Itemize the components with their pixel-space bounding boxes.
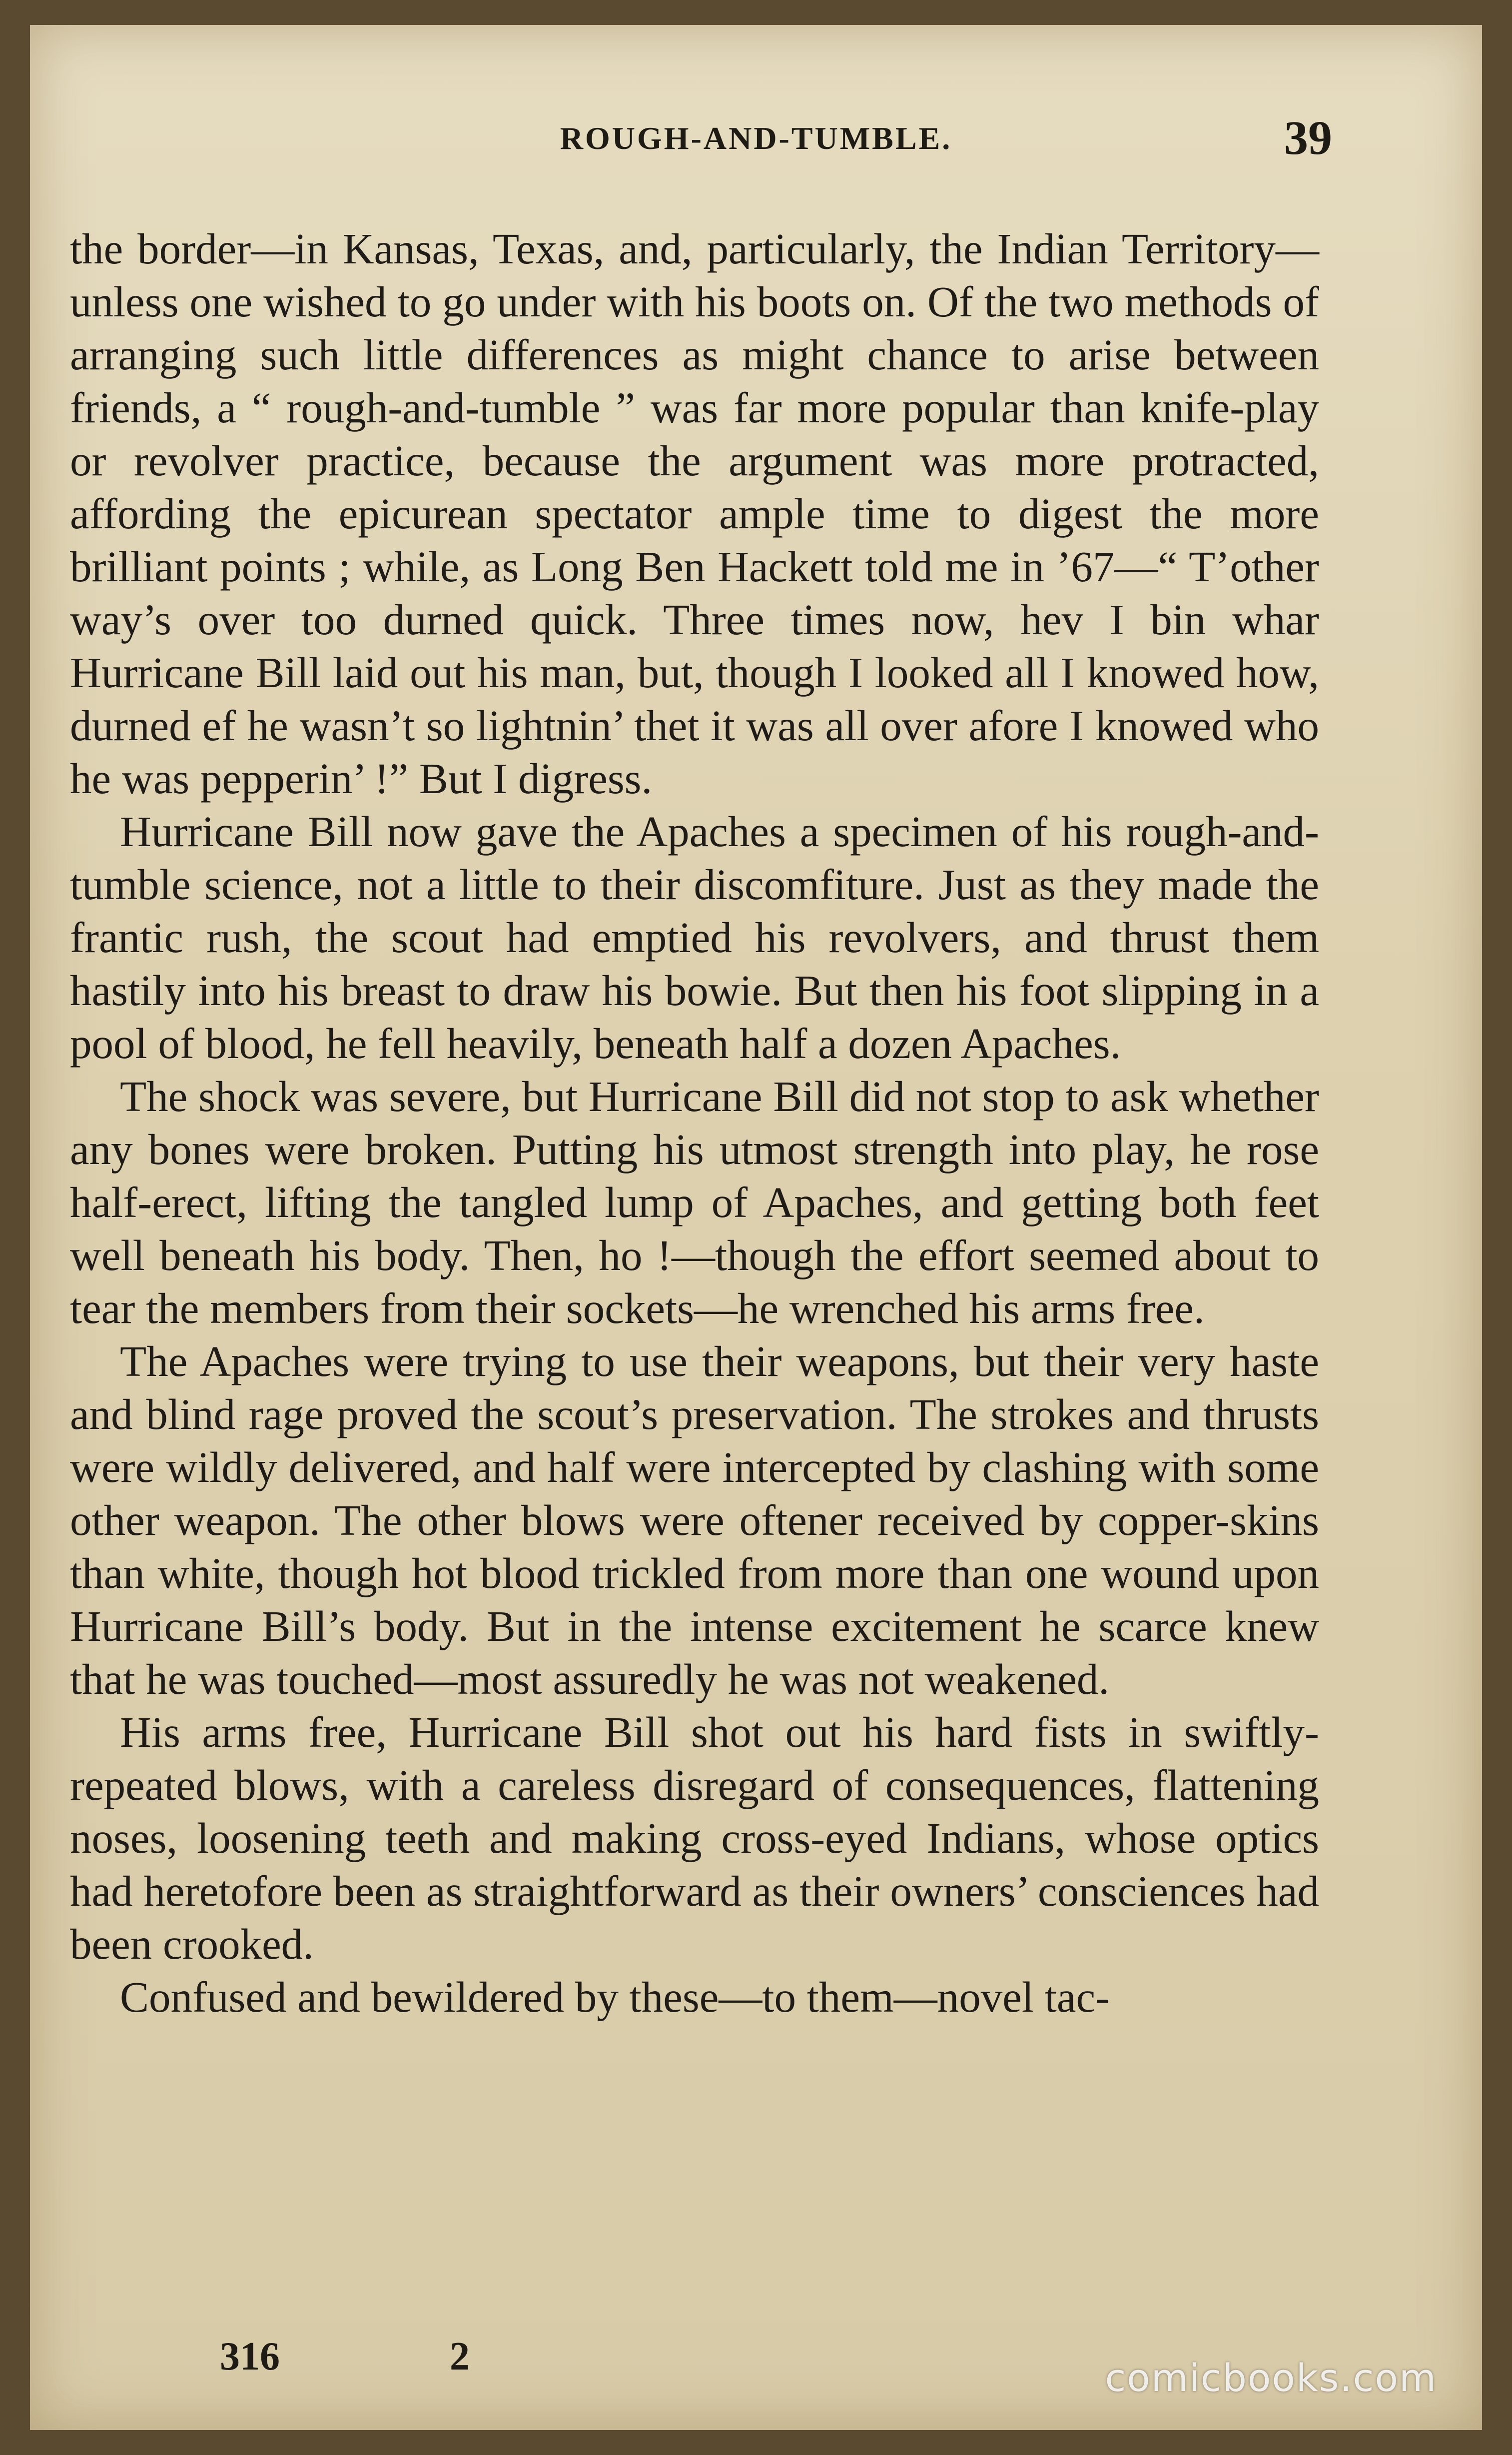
paragraph: His arms free, Hurricane Bill shot out his hard fists in swiftly-repeated blows, with a careless disregard of consequences, flattening noses, loosening teeth and making cross-eyed Indians, whose optics had heretofore been as straightforward as their owners’ consciences had been crooked. <box>70 1708 1319 1968</box>
running-title: ROUGH-AND-TUMBLE. <box>560 120 952 156</box>
book-page <box>30 25 1482 2430</box>
signature-mark: 2 <box>450 2335 470 2379</box>
paragraph: The Apaches were trying to use their weapons, but their very haste and blind rage proved the scout’s preservation. The strokes and thrusts were wildly delivered, and half were intercepted by clashing with some other weapon. The other blows were oftener received by copper-skins than white, though hot blood trickled from more than one wound upon Hurricane Bill’s body. But in the intense excitement he scarce knew that he was touched—most assuredly he was not weakened. <box>70 1337 1319 1703</box>
paragraph: Hurricane Bill now gave the Apaches a specimen of his rough-and-tumble science, not a little to their discomfiture. Just as they made the frantic rush, the scout had emptied his revolvers, and thrust them hastily into his breast to draw his bowie. But then his foot slipping in a pool of blood, he fell heavily, beneath half a dozen Apaches. <box>70 807 1319 1068</box>
page-header <box>30 110 1482 170</box>
signature-number: 316 <box>220 2335 280 2379</box>
paragraph: The shock was severe, but Hurricane Bill did not stop to ask whether any bones were broken. Putting his utmost strength into play, he rose half-erect, lifting the tangled lump of Apaches, and getting both feet well beneath his body. Then, ho !—though the effort seemed about to tear the members from their sockets—he wrenched his arms free. <box>70 1072 1319 1332</box>
page-number: 39 <box>1284 111 1332 164</box>
watermark: comicbooks.com <box>1105 2356 1437 2400</box>
body-text <box>70 222 1319 2024</box>
paragraph: Confused and bewildered by these—to them—novel tac- <box>120 1973 1110 2021</box>
paragraph: the border—in Kansas, Texas, and, particularly, the Indian Territory—unless one wished to go under with his boots on. Of the two methods of arranging such little differences as might chance to arise between friends, a “ rough-and-tumble ” was far more popular than knife-play or revolver practice, because the argument was more protracted, affording the epicurean spectator ample time to digest the more brilliant points ; while, as Long Ben Hackett told me in ’67—“ T’other way’s over too durned quick. Three times now, hev I bin whar Hurricane Bill laid out his man, but, though I looked all I knowed how, durned ef he wasn’t so lightnin’ thet it was all over afore I knowed who he was pepperin’ !” But I digress. <box>70 224 1319 803</box>
